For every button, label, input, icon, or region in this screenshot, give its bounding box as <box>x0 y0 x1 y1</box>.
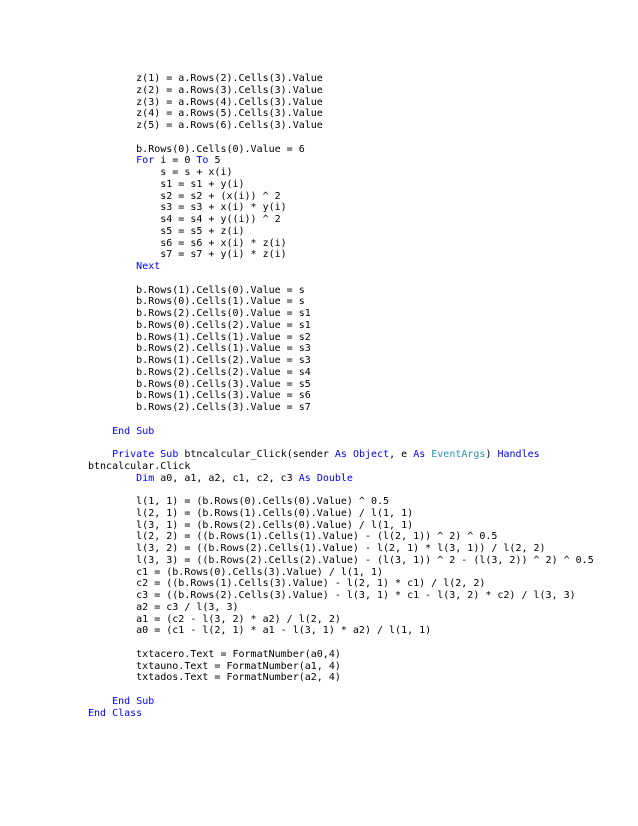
code-text <box>88 473 136 484</box>
code-line <box>88 296 594 308</box>
code-keyword: Private <box>112 449 155 460</box>
code-text: c1 = (b.Rows(0).Cells(3).Value) / l(1, 1) <box>88 566 384 578</box>
code-line <box>88 120 594 132</box>
code-text: l(2, 1) = (b.Rows(1).Cells(0).Value) / l(1, 1) <box>88 507 414 519</box>
code-text: b.Rows(2).Cells(2).Value = s4 <box>88 366 311 378</box>
code-text: z(5) = a.Rows(6).Cells(3).Value <box>88 120 323 131</box>
code-line <box>88 402 594 414</box>
code-line <box>88 249 594 261</box>
code-line <box>88 202 594 214</box>
code-line <box>88 355 594 367</box>
code-keyword: Double <box>316 472 353 484</box>
code-line <box>88 649 594 661</box>
code-text: z(3) = a.Rows(4).Cells(3).Value <box>88 96 323 108</box>
code-keyword: For <box>136 155 155 167</box>
code-text: z(1) = a.Rows(2).Cells(3).Value <box>88 73 323 84</box>
code-text: b.Rows(0).Cells(0).Value = 6 <box>88 143 305 155</box>
code-text: a2 = c3 / l(3, 3) <box>88 601 239 613</box>
code-line <box>88 696 594 708</box>
code-line <box>88 226 594 238</box>
code-listing <box>88 73 594 719</box>
code-line <box>88 179 594 191</box>
code-keyword: To <box>196 155 209 167</box>
code-line <box>88 672 594 684</box>
code-text: btncalcular.Click <box>88 460 191 472</box>
code-text: b.Rows(1).Cells(1).Value = s2 <box>88 331 311 343</box>
code-line <box>88 602 594 614</box>
code-keyword: Handles <box>497 449 540 460</box>
code-line <box>88 238 594 250</box>
code-text: 5 <box>208 155 221 167</box>
code-text: b.Rows(0).Cells(3).Value = s5 <box>88 378 311 390</box>
code-keyword: Dim <box>136 472 155 484</box>
code-text: a1 = (c2 - l(3, 2) * a2) / l(2, 2) <box>88 613 341 625</box>
code-text: z(4) = a.Rows(5).Cells(3).Value <box>88 108 323 120</box>
code-keyword: Class <box>112 707 143 719</box>
code-text: l(2, 2) = ((b.Rows(1).Cells(1).Value) - (l(2, 1)) ^ 2) ^ 0.5 <box>88 531 498 543</box>
code-keyword: End <box>112 695 131 707</box>
code-text: c3 = ((b.Rows(2).Cells(3).Value) - l(3, 1) * c1 - l(3, 2) * c2) / l(3, 3) <box>88 590 576 601</box>
code-line <box>88 543 594 555</box>
code-line <box>88 708 594 720</box>
code-line <box>88 426 594 438</box>
code-line <box>88 191 594 203</box>
code-line <box>88 108 594 120</box>
code-keyword: Sub <box>136 695 155 707</box>
code-text: s1 = s1 + y(i) <box>88 178 245 190</box>
code-line <box>88 379 594 391</box>
code-text: b.Rows(2).Cells(0).Value = s1 <box>88 308 311 319</box>
code-line <box>88 332 594 344</box>
code-keyword: End <box>88 707 107 719</box>
code-text: l(3, 2) = ((b.Rows(2).Cells(1).Value) - l(2, 1) * l(3, 1)) / l(2, 2) <box>88 543 546 554</box>
code-text: b.Rows(1).Cells(2).Value = s3 <box>88 355 311 366</box>
code-line <box>88 214 594 226</box>
code-text: s = s + x(i) <box>88 167 233 178</box>
code-text: s2 = s2 + (x(i)) ^ 2 <box>88 190 281 202</box>
code-text: ) <box>485 449 498 460</box>
code-line <box>88 273 594 285</box>
code-text: s4 = s4 + y((i)) ^ 2 <box>88 214 281 225</box>
code-text: b.Rows(2).Cells(1).Value = s3 <box>88 343 311 355</box>
code-line <box>88 132 594 144</box>
code-text: , e <box>389 449 414 460</box>
code-line <box>88 461 594 473</box>
code-line <box>88 97 594 109</box>
code-line <box>88 520 594 532</box>
code-line <box>88 343 594 355</box>
code-line <box>88 637 594 649</box>
code-text: s6 = s6 + x(i) * z(i) <box>88 237 287 249</box>
code-text: l(3, 3) = ((b.Rows(2).Cells(2).Value) - (l(3, 1)) ^ 2 - (l(3, 2)) ^ 2) ^ 0.5 <box>88 554 594 566</box>
code-line <box>88 531 594 543</box>
code-text: s5 = s5 + z(i) <box>88 225 245 237</box>
code-keyword: Sub <box>136 425 155 437</box>
code-line <box>88 555 594 567</box>
code-text: b.Rows(1).Cells(0).Value = s <box>88 284 305 296</box>
code-text: txtauno.Text = FormatNumber(a1, 4) <box>88 660 341 672</box>
code-text: txtados.Text = FormatNumber(a2, 4) <box>88 672 341 684</box>
code-line <box>88 578 594 590</box>
code-line <box>88 155 594 167</box>
code-text: z(2) = a.Rows(3).Cells(3).Value <box>88 84 323 96</box>
code-text: btncalcular_Click(sender <box>178 449 335 460</box>
code-keyword: Next <box>136 261 161 272</box>
code-line <box>88 167 594 179</box>
code-text: a0 = (c1 - l(2, 1) * a1 - l(3, 1) * a2) / l(1, 1) <box>88 625 432 637</box>
code-line <box>88 308 594 320</box>
code-line <box>88 437 594 449</box>
code-text: s7 = s7 + y(i) * z(i) <box>88 249 287 261</box>
code-line <box>88 414 594 426</box>
code-text: txtacero.Text = FormatNumber(a0,4) <box>88 648 341 660</box>
code-line <box>88 144 594 156</box>
code-keyword: Sub <box>160 449 179 460</box>
code-line <box>88 285 594 297</box>
code-line <box>88 484 594 496</box>
code-text: b.Rows(2).Cells(3).Value = s7 <box>88 402 311 413</box>
code-text: a0, a1, a2, c1, c2, c3 <box>154 472 299 484</box>
code-text: b.Rows(0).Cells(1).Value = s <box>88 296 305 308</box>
code-line <box>88 473 594 485</box>
code-line <box>88 590 594 602</box>
code-text <box>88 426 112 437</box>
code-text: b.Rows(1).Cells(3).Value = s6 <box>88 390 311 402</box>
code-line <box>88 320 594 332</box>
code-line <box>88 614 594 626</box>
code-text <box>88 155 136 166</box>
code-keyword: As <box>298 472 311 484</box>
code-line <box>88 567 594 579</box>
code-line <box>88 73 594 85</box>
code-text <box>88 449 112 460</box>
code-line <box>88 684 594 696</box>
code-keyword: As <box>334 449 347 460</box>
code-text: b.Rows(0).Cells(2).Value = s1 <box>88 319 311 331</box>
code-line <box>88 508 594 520</box>
code-text: s3 = s3 + x(i) * y(i) <box>88 202 287 214</box>
code-line <box>88 367 594 379</box>
code-line <box>88 496 594 508</box>
code-text: l(3, 1) = (b.Rows(2).Cells(0).Value) / l(1, 1) <box>88 519 414 531</box>
code-type-name: EventArgs <box>431 449 486 460</box>
code-keyword: As <box>413 449 426 460</box>
code-text: c2 = ((b.Rows(1).Cells(3).Value) - l(2, 1) * c1) / l(2, 2) <box>88 578 486 590</box>
code-keyword: Object <box>352 449 390 460</box>
code-text: l(1, 1) = (b.Rows(0).Cells(0).Value) ^ 0.5 <box>88 496 390 507</box>
code-line <box>88 625 594 637</box>
code-line <box>88 449 594 461</box>
code-text <box>88 261 136 272</box>
code-line <box>88 661 594 673</box>
code-line <box>88 261 594 273</box>
code-text: i = 0 <box>154 155 197 167</box>
code-text <box>88 696 112 707</box>
code-keyword: End <box>112 425 131 437</box>
code-line <box>88 85 594 97</box>
code-line <box>88 390 594 402</box>
